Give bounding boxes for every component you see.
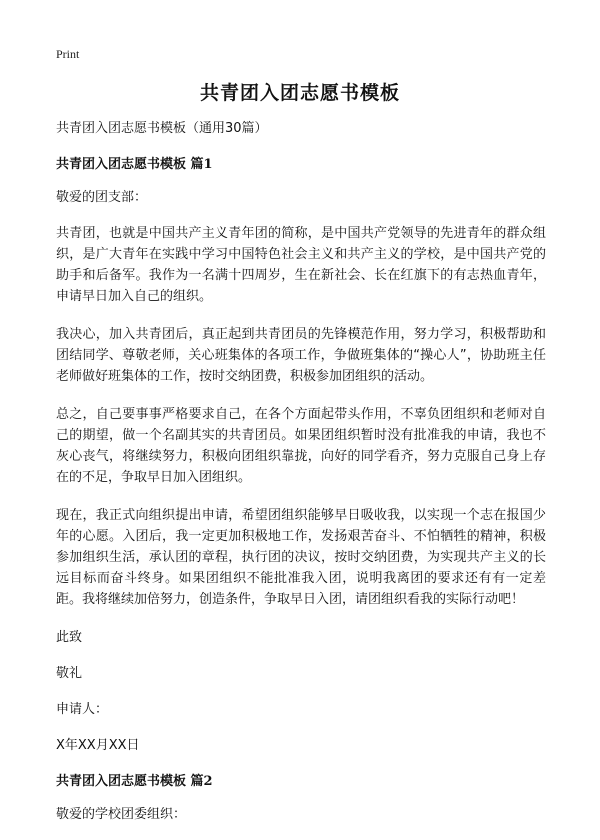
document-body (56, 118, 546, 840)
section-heading-1: 共青团入团志愿书模板 篇1 (56, 157, 213, 172)
paragraph: 总之，自己要事事严格要求自己，在各个方面起带头作用，不辜负团组织和老师对自己的期望，做一个名副其实的共青团员。如果团组织暂时没有批准我的申请，我也不灰心丧气，将继续努力，积极向团组织靠拢，向好的同学看齐，努力克服自己身上存在的不足，争取早日加入团组织。 (56, 407, 546, 485)
applicant-label: 申请人： (56, 702, 109, 717)
paragraph: 我决心，加入共青团后，真正起到共青团员的先锋模范作用，努力学习，积极帮助和团结同学、尊敬老师，关心班集体的各项工作，争做班集体的“操心人”，协助班主任老师做好班集体的工作，按时交纳团费，积极参加团组织的活动。 (56, 327, 546, 384)
closing-line-2: 敬礼 (56, 666, 83, 681)
subtitle: 共青团入团志愿书模板（通用30篇） (56, 121, 268, 136)
closing-line-1: 此致 (56, 630, 83, 645)
date-line: X年XX月XX日 (56, 738, 140, 753)
section-heading-2: 共青团入团志愿书模板 篇2 (56, 774, 213, 789)
paragraph: 共青团，也就是中国共产主义青年团的简称，是中国共产党领导的先进青年的群众组织，是广大青年在实践中学习中国特色社会主义和共产主义的学校，是中国共产党的助手和后备军。我作为一名满十四周岁，生在新社会、长在红旗下的有志热血青年，申请早日加入自己的组织。 (56, 226, 546, 304)
salutation-1: 敬爱的团支部： (56, 190, 148, 205)
salutation-2: 敬爱的学校团委组织： (56, 807, 187, 822)
page-title: 共青团入团志愿书模板 (199, 82, 400, 104)
paragraph: 现在，我正式向组织提出申请，希望团组织能够早日吸收我，以实现一个志在报国少年的心愿。入团后，我一定更加积极地工作，发扬艰苦奋斗、不怕牺牲的精神，积极参加组织生活，承认团的章程，执行团的决议，按时交纳团费，为实现共产主义的长远目标而奋斗终身。如果团组织不能批准我入团，说明我离团的要求还有有一定差距。我将继续加倍努力，创造条件，争取早日入团，请团组织看我的实际行动吧！ (56, 508, 546, 607)
print-link[interactable]: Print (56, 47, 80, 61)
